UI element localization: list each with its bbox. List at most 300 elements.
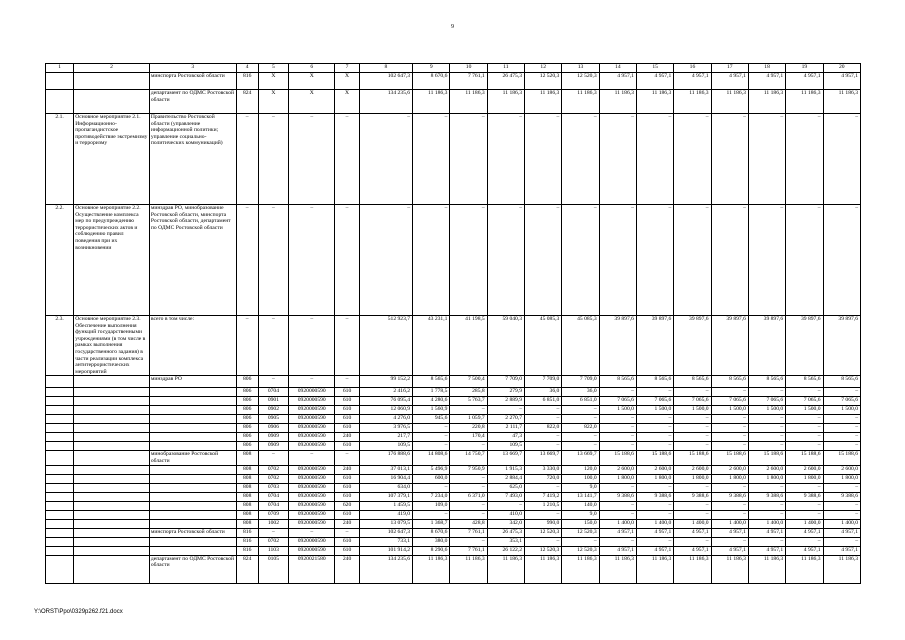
executor-cell: минобразование Ростовской области (149, 451, 236, 465)
amount-cell: – (525, 537, 562, 546)
executor-cell: департамент по ОДМС Ростовской области (149, 555, 236, 583)
code-cell: – (335, 316, 359, 376)
column-number: 13 (562, 64, 599, 73)
row-number-cell (46, 465, 74, 474)
amount-cell: – (413, 433, 450, 442)
amount-cell: 9 388,6 (636, 492, 673, 501)
amount-cell: 109,5 (359, 442, 412, 451)
amount-cell: 1 778,5 (413, 388, 450, 397)
amount-cell: 7 761,1 (450, 546, 487, 555)
measure-cell (74, 528, 150, 537)
table-row (46, 510, 861, 519)
amount-cell: 11 186,3 (599, 555, 636, 583)
amount-cell: 7 709,0 (562, 376, 599, 388)
amount-cell: 16 904,4 (359, 474, 412, 483)
amount-cell: – (823, 537, 860, 546)
code-cell: 0909 (258, 442, 288, 451)
amount-cell: 11 186,3 (674, 90, 711, 114)
amount-cell: 2 416,2 (359, 388, 412, 397)
row-number-cell (46, 433, 74, 442)
code-cell: 610 (335, 474, 359, 483)
amount-cell: – (525, 442, 562, 451)
row-number-cell (46, 73, 74, 90)
amount-cell: – (748, 501, 785, 510)
row-number-cell (46, 483, 74, 492)
amount-cell: 11 186,3 (711, 555, 748, 583)
executor-cell (149, 433, 236, 442)
amount-cell: 4 957,1 (748, 528, 785, 537)
amount-cell: 1 400,0 (823, 519, 860, 528)
amount-cell: – (487, 501, 524, 510)
amount-cell: – (562, 442, 599, 451)
measure-cell: Основное мероприятие 2.2. Осуществление комплекса мер по предупреждению террористических актов и соблюдению правил поведения при их возникновении (74, 205, 150, 316)
code-cell: 0702 (258, 537, 288, 546)
amount-cell: 11 186,3 (823, 90, 860, 114)
amount-cell: 13 669,7 (487, 451, 524, 465)
row-number-cell (46, 397, 74, 406)
amount-cell: 11 186,3 (636, 555, 673, 583)
column-number: 16 (674, 64, 711, 73)
code-cell: 806 (236, 433, 258, 442)
code-cell: Х (289, 90, 335, 114)
table-row (46, 433, 861, 442)
code-cell: 806 (236, 406, 258, 415)
code-cell: 0702 (258, 465, 288, 474)
amount-cell: 990,0 (525, 519, 562, 528)
amount-cell: 11 186,3 (711, 90, 748, 114)
amount-cell: – (525, 415, 562, 424)
executor-cell (149, 388, 236, 397)
executor-cell (149, 424, 236, 433)
column-number: 1 (46, 64, 74, 73)
amount-cell: 11 186,3 (823, 555, 860, 583)
measure-cell (74, 424, 150, 433)
amount-cell: 39 897,6 (748, 316, 785, 376)
amount-cell: 39 897,6 (674, 316, 711, 376)
amount-cell: – (711, 388, 748, 397)
row-number-cell: 2.1. (46, 114, 74, 205)
amount-cell: 76 095,4 (359, 397, 412, 406)
amount-cell: 410,0 (487, 510, 524, 519)
amount-cell: 11 186,3 (525, 90, 562, 114)
amount-cell: 7 493,0 (487, 492, 524, 501)
amount-cell: 11 186,3 (525, 555, 562, 583)
code-cell: 808 (236, 501, 258, 510)
amount-cell: 100,0 (562, 474, 599, 483)
amount-cell: 822,0 (562, 424, 599, 433)
amount-cell: – (450, 442, 487, 451)
amount-cell: – (562, 433, 599, 442)
amount-cell: 1 500,0 (711, 406, 748, 415)
amount-cell: 2 270,7 (487, 415, 524, 424)
code-cell: 808 (236, 483, 258, 492)
code-cell: 0105 (258, 555, 288, 583)
row-number-cell (46, 442, 74, 451)
amount-cell: 13 669,7 (562, 451, 599, 465)
amount-cell: 11 186,3 (413, 555, 450, 583)
measure-cell: Основное мероприятие 2.3. Обеспечение выполнения функций государственными учреждениями (в том числе в рамках выполнения государственного задания) в части реализации комплекса антитеррористических мероприятий (74, 316, 150, 376)
code-cell: 0920000590 (289, 483, 335, 492)
code-cell: Х (258, 90, 288, 114)
amount-cell: 15 188,6 (786, 451, 823, 465)
amount-cell: 4 957,1 (711, 73, 748, 90)
code-cell: – (289, 451, 335, 465)
amount-cell: 7 065,6 (711, 397, 748, 406)
measure-cell (74, 501, 150, 510)
executor-cell (149, 397, 236, 406)
code-cell: 0920000590 (289, 465, 335, 474)
amount-cell: 9,0 (562, 483, 599, 492)
measure-cell (74, 483, 150, 492)
amount-cell: 4 957,1 (599, 528, 636, 537)
amount-cell: 109,5 (487, 442, 524, 451)
table-row (46, 546, 861, 555)
code-cell: 806 (236, 397, 258, 406)
amount-cell: 8 290,6 (413, 546, 450, 555)
amount-cell: – (599, 114, 636, 205)
amount-cell: – (674, 510, 711, 519)
executor-cell (149, 415, 236, 424)
code-cell: 0906 (258, 424, 288, 433)
code-cell: 808 (236, 510, 258, 519)
amount-cell: – (413, 205, 450, 316)
amount-cell: 15 188,6 (674, 451, 711, 465)
executor-cell (149, 465, 236, 474)
amount-cell: 11 186,3 (748, 90, 785, 114)
code-cell: 816 (236, 73, 258, 90)
table-row (46, 451, 861, 465)
amount-cell: 26 475,3 (487, 528, 524, 537)
amount-cell: 7 761,1 (450, 528, 487, 537)
file-path-footer: Y:\ORST\Ppo\0329p262.f21.docx (34, 609, 123, 615)
code-cell: 0920000590 (289, 474, 335, 483)
budget-table (45, 63, 861, 584)
amount-cell: – (413, 483, 450, 492)
amount-cell: – (711, 483, 748, 492)
column-number: 20 (823, 64, 860, 73)
amount-cell: 39 897,6 (711, 316, 748, 376)
amount-cell: 4 957,1 (748, 73, 785, 90)
amount-cell: 99 152,2 (359, 376, 412, 388)
code-cell: 0704 (258, 501, 288, 510)
page-number: 9 (451, 24, 454, 30)
amount-cell: – (636, 442, 673, 451)
code-cell: 0920000590 (289, 546, 335, 555)
code-cell: 0920000590 (289, 510, 335, 519)
table-row (46, 114, 861, 205)
amount-cell: – (525, 510, 562, 519)
amount-cell: 1 500,0 (823, 406, 860, 415)
amount-cell: 11 186,3 (562, 90, 599, 114)
amount-cell: – (786, 537, 823, 546)
code-cell: 610 (335, 510, 359, 519)
amount-cell: – (599, 483, 636, 492)
code-cell: 240 (335, 465, 359, 474)
row-number-cell: 2.3. (46, 316, 74, 376)
code-cell: 610 (335, 406, 359, 415)
amount-cell: 6 851,0 (525, 397, 562, 406)
amount-cell: 4 957,1 (599, 546, 636, 555)
amount-cell: 15 188,6 (748, 451, 785, 465)
amount-cell: 2 600,0 (711, 465, 748, 474)
column-number: 3 (149, 64, 236, 73)
table-row (46, 397, 861, 406)
amount-cell: 7 065,6 (599, 397, 636, 406)
amount-cell: 2 600,0 (786, 465, 823, 474)
amount-cell: 4 957,1 (636, 528, 673, 537)
amount-cell: 217,7 (359, 433, 412, 442)
amount-cell: – (786, 424, 823, 433)
amount-cell: – (525, 483, 562, 492)
amount-cell: 12 520,3 (562, 528, 599, 537)
column-number: 9 (413, 64, 450, 73)
amount-cell: – (562, 205, 599, 316)
executor-cell: всего в том числе: (149, 316, 236, 376)
amount-cell: – (823, 510, 860, 519)
code-cell: 0920000590 (289, 388, 335, 397)
table-row (46, 465, 861, 474)
measure-cell (74, 555, 150, 583)
amount-cell: 107 379,1 (359, 492, 412, 501)
amount-cell: 12 520,3 (562, 546, 599, 555)
amount-cell: 14 808,6 (413, 451, 450, 465)
code-cell: 620 (335, 501, 359, 510)
measure-cell (74, 388, 150, 397)
table-row (46, 474, 861, 483)
column-number: 11 (487, 64, 524, 73)
amount-cell: – (636, 483, 673, 492)
executor-cell: минспорта Ростовской области (149, 73, 236, 90)
amount-cell: – (823, 433, 860, 442)
amount-cell: 12 520,3 (562, 73, 599, 90)
amount-cell: 170,4 (450, 433, 487, 442)
amount-cell: 1 915,3 (487, 465, 524, 474)
amount-cell: 11 186,3 (674, 555, 711, 583)
code-cell: 0920000590 (289, 397, 335, 406)
amount-cell: 7 950,9 (450, 465, 487, 474)
column-number: 4 (236, 64, 258, 73)
code-cell: 0920000590 (289, 415, 335, 424)
amount-cell: 720,0 (525, 474, 562, 483)
code-cell: – (258, 528, 288, 537)
amount-cell: 7 709,0 (525, 376, 562, 388)
amount-cell: 1 400,0 (636, 519, 673, 528)
measure-cell (74, 537, 150, 546)
amount-cell: 4 957,1 (636, 546, 673, 555)
amount-cell: – (450, 205, 487, 316)
amount-cell: – (413, 114, 450, 205)
amount-cell: 634,0 (359, 483, 412, 492)
amount-cell: 7 065,6 (748, 397, 785, 406)
code-cell: 610 (335, 388, 359, 397)
code-cell: 808 (236, 492, 258, 501)
row-number-cell (46, 451, 74, 465)
amount-cell: – (599, 510, 636, 519)
amount-cell: 1 800,0 (711, 474, 748, 483)
amount-cell: – (674, 415, 711, 424)
code-cell: 240 (335, 433, 359, 442)
measure-cell (74, 510, 150, 519)
amount-cell: 15 188,6 (711, 451, 748, 465)
code-cell: – (335, 114, 359, 205)
amount-cell: – (674, 433, 711, 442)
amount-cell: 7 065,6 (786, 397, 823, 406)
executor-cell: минздрав РО (149, 376, 236, 388)
amount-cell: 45 085,3 (525, 316, 562, 376)
amount-cell: 1 400,0 (674, 519, 711, 528)
executor-cell: департамент по ОДМС Ростовской области (149, 90, 236, 114)
measure-cell (74, 465, 150, 474)
amount-cell: 7 065,6 (823, 397, 860, 406)
amount-cell: 4 276,0 (359, 415, 412, 424)
code-cell: – (236, 316, 258, 376)
amount-cell: 11 186,3 (413, 90, 450, 114)
amount-cell: 150,0 (562, 519, 599, 528)
measure-cell (74, 546, 150, 555)
amount-cell: – (711, 424, 748, 433)
amount-cell: 4 957,1 (674, 546, 711, 555)
amount-cell: – (711, 442, 748, 451)
table-row (46, 442, 861, 451)
amount-cell: – (636, 205, 673, 316)
amount-cell: 13 669,7 (525, 451, 562, 465)
table-row (46, 483, 861, 492)
amount-cell: – (525, 406, 562, 415)
amount-cell: 625,0 (487, 483, 524, 492)
amount-cell: – (359, 205, 412, 316)
amount-cell: 1 500,0 (748, 406, 785, 415)
amount-cell: 12 520,3 (525, 528, 562, 537)
measure-cell (74, 451, 150, 465)
row-number-cell (46, 555, 74, 583)
amount-cell: – (748, 415, 785, 424)
code-cell: 806 (236, 388, 258, 397)
executor-cell (149, 406, 236, 415)
code-cell: 0902 (258, 406, 288, 415)
column-number: 10 (450, 64, 487, 73)
code-cell: 610 (335, 397, 359, 406)
measure-cell (74, 90, 150, 114)
amount-cell: 11 186,3 (450, 555, 487, 583)
code-cell: 0920000590 (289, 406, 335, 415)
amount-cell: 11 186,3 (599, 90, 636, 114)
row-number-cell (46, 406, 74, 415)
code-cell: 0702 (258, 474, 288, 483)
amount-cell: – (487, 406, 524, 415)
amount-cell: – (748, 424, 785, 433)
amount-cell: – (786, 205, 823, 316)
amount-cell: – (674, 424, 711, 433)
amount-cell: – (786, 114, 823, 205)
executor-cell: минспорта Ростовской области (149, 528, 236, 537)
table-row (46, 388, 861, 397)
executor-cell (149, 492, 236, 501)
amount-cell: 15 188,6 (599, 451, 636, 465)
measure-cell (74, 492, 150, 501)
amount-cell: – (599, 205, 636, 316)
code-cell: 816 (236, 537, 258, 546)
amount-cell: – (599, 424, 636, 433)
code-cell: – (289, 205, 335, 316)
amount-cell: – (413, 442, 450, 451)
amount-cell: 822,0 (525, 424, 562, 433)
measure-cell (74, 406, 150, 415)
amount-cell: – (562, 415, 599, 424)
amount-cell: 2 600,0 (674, 465, 711, 474)
amount-cell: 140,0 (562, 501, 599, 510)
amount-cell: 4 957,1 (711, 528, 748, 537)
amount-cell: 37 013,1 (359, 465, 412, 474)
amount-cell: 342,0 (487, 519, 524, 528)
code-cell: – (289, 376, 335, 388)
amount-cell: – (748, 442, 785, 451)
table-row (46, 519, 861, 528)
amount-cell: – (711, 510, 748, 519)
amount-cell: 11 186,3 (636, 90, 673, 114)
table-row (46, 528, 861, 537)
row-number-cell (46, 546, 74, 555)
amount-cell: 4 957,1 (674, 528, 711, 537)
executor-cell: Правительство Ростовской области (управление информационной политики; управление социально-политических коммуникаций) (149, 114, 236, 205)
row-number-cell (46, 492, 74, 501)
amount-cell: – (786, 483, 823, 492)
code-cell: – (335, 205, 359, 316)
code-cell: 610 (335, 483, 359, 492)
row-number-cell (46, 388, 74, 397)
amount-cell: – (599, 388, 636, 397)
row-number-cell (46, 424, 74, 433)
table-row (46, 424, 861, 433)
code-cell: – (258, 205, 288, 316)
code-cell: – (335, 528, 359, 537)
amount-cell: 36,0 (562, 388, 599, 397)
code-cell: 610 (335, 424, 359, 433)
measure-cell (74, 442, 150, 451)
amount-cell: – (748, 483, 785, 492)
amount-cell: 12 060,9 (359, 406, 412, 415)
code-cell: 0905 (258, 415, 288, 424)
amount-cell: 7 761,1 (450, 73, 487, 90)
code-cell: 0920000590 (289, 424, 335, 433)
amount-cell: 1 800,0 (786, 474, 823, 483)
amount-cell: – (748, 433, 785, 442)
amount-cell: – (711, 114, 748, 205)
amount-cell: 428,8 (450, 519, 487, 528)
amount-cell: 4 280,6 (413, 397, 450, 406)
column-number: 2 (74, 64, 150, 73)
amount-cell: 2 600,0 (748, 465, 785, 474)
amount-cell: – (562, 406, 599, 415)
amount-cell: – (674, 388, 711, 397)
amount-cell: 1 500,0 (786, 406, 823, 415)
amount-cell: 1 059,7 (450, 415, 487, 424)
amount-cell: 4 957,1 (823, 546, 860, 555)
amount-cell: 5 496,9 (413, 465, 450, 474)
amount-cell: 11 186,3 (450, 90, 487, 114)
amount-cell: 39 897,6 (599, 316, 636, 376)
amount-cell: 4 957,1 (636, 73, 673, 90)
amount-cell: – (636, 501, 673, 510)
code-cell: – (236, 205, 258, 316)
amount-cell: 945,6 (413, 415, 450, 424)
code-cell: 824 (236, 555, 258, 583)
amount-cell: 1 500,0 (636, 406, 673, 415)
amount-cell: 7 065,6 (674, 397, 711, 406)
amount-cell: 4 957,1 (823, 528, 860, 537)
amount-cell: – (450, 483, 487, 492)
amount-cell: – (636, 510, 673, 519)
amount-cell: 134 235,6 (359, 555, 412, 583)
